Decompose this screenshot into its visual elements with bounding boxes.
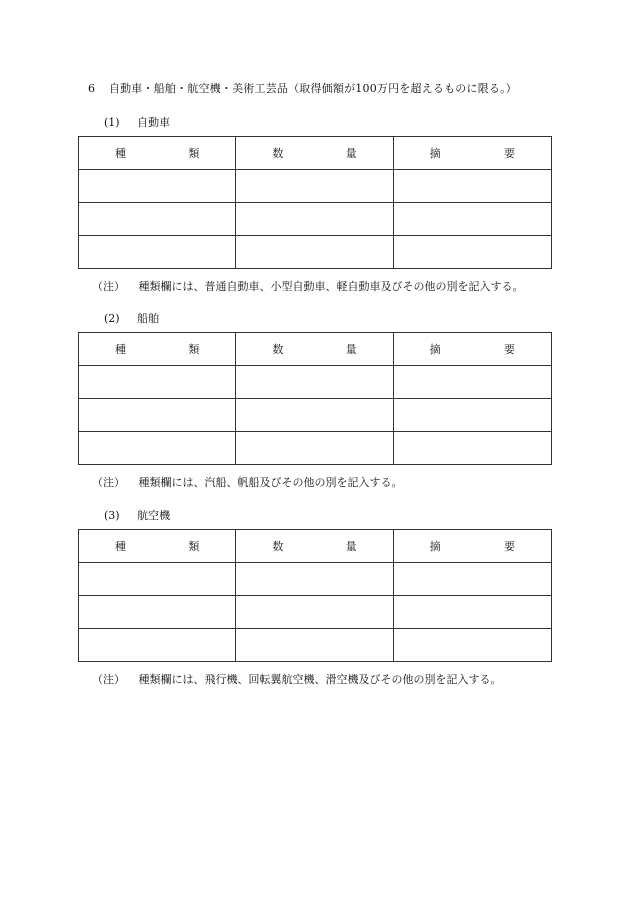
table-header-row xyxy=(79,530,552,563)
subsection-title: 自動車 xyxy=(137,116,171,129)
table-cell[interactable] xyxy=(79,236,236,269)
note-label: （注） xyxy=(92,476,125,489)
table-cell[interactable] xyxy=(393,170,551,203)
note-text: 種類欄には、飛行機、回転翼航空機、滑空機及びその他の別を記入する。 xyxy=(138,673,502,686)
subsection-number: (2) xyxy=(104,312,120,325)
header-cell-type: 種 類 xyxy=(79,530,236,563)
table-cell[interactable] xyxy=(79,432,236,465)
section-heading xyxy=(88,80,517,96)
note-text: 種類欄には、汽船、帆船及びその他の別を記入する。 xyxy=(138,476,403,489)
table-row xyxy=(79,563,552,596)
table-cell[interactable] xyxy=(236,203,393,236)
table-cell[interactable] xyxy=(236,629,393,662)
ship-table xyxy=(78,332,552,465)
table-row xyxy=(79,596,552,629)
table-row xyxy=(79,366,552,399)
table-cell[interactable] xyxy=(393,236,551,269)
table-cell[interactable] xyxy=(236,236,393,269)
table-cell[interactable] xyxy=(393,629,551,662)
subsection-heading-automobile xyxy=(104,114,170,130)
table-row xyxy=(79,629,552,662)
note-label: （注） xyxy=(92,673,125,686)
table-cell[interactable] xyxy=(236,170,393,203)
note-automobile xyxy=(92,278,524,294)
header-cell-type: 種 類 xyxy=(79,137,236,170)
table-cell[interactable] xyxy=(236,563,393,596)
table-cell[interactable] xyxy=(236,596,393,629)
table-header-row xyxy=(79,137,552,170)
subsection-title: 船舶 xyxy=(137,312,160,325)
header-cell-remarks: 摘 要 xyxy=(393,137,551,170)
table-cell[interactable] xyxy=(79,203,236,236)
header-cell-quantity: 数 量 xyxy=(236,530,393,563)
automobile-table xyxy=(78,136,552,269)
table-cell[interactable] xyxy=(393,563,551,596)
header-cell-quantity: 数 量 xyxy=(236,333,393,366)
section-number: 6 xyxy=(88,82,96,95)
aircraft-table xyxy=(78,529,552,662)
header-cell-type: 種 類 xyxy=(79,333,236,366)
note-text: 種類欄には、普通自動車、小型自動車、軽自動車及びその他の別を記入する。 xyxy=(138,280,524,293)
header-cell-remarks: 摘 要 xyxy=(393,530,551,563)
table-cell[interactable] xyxy=(236,432,393,465)
table-header-row xyxy=(79,333,552,366)
table-cell[interactable] xyxy=(79,629,236,662)
subsection-number: (1) xyxy=(104,116,120,129)
table-cell[interactable] xyxy=(393,366,551,399)
note-aircraft xyxy=(92,671,502,687)
table-cell[interactable] xyxy=(79,366,236,399)
table-cell[interactable] xyxy=(79,596,236,629)
table-row xyxy=(79,203,552,236)
table-cell[interactable] xyxy=(79,170,236,203)
table-row xyxy=(79,432,552,465)
table-row xyxy=(79,170,552,203)
header-cell-quantity: 数 量 xyxy=(236,137,393,170)
table-cell[interactable] xyxy=(236,366,393,399)
table-cell[interactable] xyxy=(393,203,551,236)
table-row xyxy=(79,399,552,432)
note-label: （注） xyxy=(92,280,125,293)
table-cell[interactable] xyxy=(393,432,551,465)
table-row xyxy=(79,236,552,269)
section-title: 自動車・船舶・航空機・美術工芸品（取得価額が100万円を超えるものに限る。） xyxy=(108,82,517,95)
table-cell[interactable] xyxy=(79,563,236,596)
note-ship xyxy=(92,474,403,490)
subsection-number: (3) xyxy=(104,509,120,522)
table-cell[interactable] xyxy=(236,399,393,432)
subsection-heading-ship xyxy=(104,310,159,326)
header-cell-remarks: 摘 要 xyxy=(393,333,551,366)
subsection-title: 航空機 xyxy=(137,509,171,522)
subsection-heading-aircraft xyxy=(104,507,170,523)
table-cell[interactable] xyxy=(393,399,551,432)
table-cell[interactable] xyxy=(79,399,236,432)
table-cell[interactable] xyxy=(393,596,551,629)
